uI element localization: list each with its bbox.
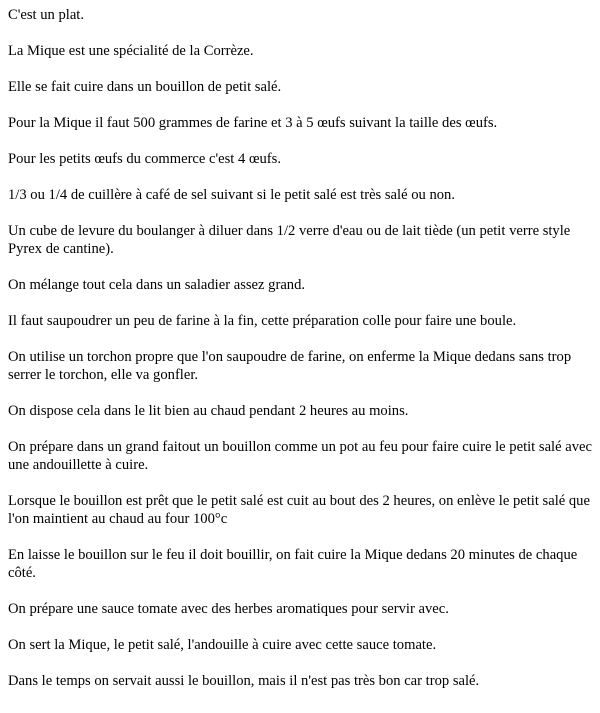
paragraph-flour: Il faut saupoudrer un peu de farine à la fin, cette préparation colle pour faire une boule. bbox=[8, 313, 517, 329]
paragraph-mixing: On mélange tout cela dans un saladier assez grand. bbox=[8, 277, 306, 293]
paragraph-eggs: Pour les petits œufs du commerce c'est 4 œufs. bbox=[8, 151, 281, 167]
paragraph-tradition: Dans le temps on servait aussi le bouillon, mais il n'est pas très bon car trop salé. bbox=[8, 673, 480, 689]
paragraph-yeast: Un cube de levure du boulanger à diluer dans 1/2 verre d'eau ou de lait tiède (un petit verre style Pyrex de cantine). bbox=[8, 223, 571, 257]
paragraph-broth-prep: On prépare dans un grand faitout un bouillon comme un pot au feu pour faire cuire le petit salé avec une andouillette à cuire. bbox=[8, 439, 592, 473]
paragraph-specialty: La Mique est une spécialité de la Corrèze. bbox=[8, 43, 254, 59]
paragraph-rising: On dispose cela dans le lit bien au chaud pendant 2 heures au moins. bbox=[8, 403, 409, 419]
paragraph-cooking-broth: Elle se fait cuire dans un bouillon de petit salé. bbox=[8, 79, 282, 95]
paragraph-salt: 1/3 ou 1/4 de cuillère à café de sel suivant si le petit salé est très salé ou non. bbox=[8, 187, 455, 203]
paragraph-cook-mique: En laisse le bouillon sur le feu il doit bouillir, on fait cuire la Mique dedans 20 minutes de chaque côté. bbox=[8, 547, 578, 581]
paragraph-keep-warm: Lorsque le bouillon est prêt que le petit salé est cuit au bout des 2 heures, on enlève le petit salé que l'on maintient au chaud au four 100°c bbox=[8, 493, 590, 527]
paragraph-serving: On sert la Mique, le petit salé, l'andouille à cuire avec cette sauce tomate. bbox=[8, 637, 437, 653]
paragraph-sauce: On prépare une sauce tomate avec des herbes aromatiques pour servir avec. bbox=[8, 601, 449, 617]
paragraph-ingredients: Pour la Mique il faut 500 grammes de farine et 3 à 5 œufs suivant la taille des œufs. bbox=[8, 115, 498, 131]
paragraph-cloth: On utilise un torchon propre que l'on saupoudre de farine, on enferme la Mique dedans sans trop serrer le torchon, elle va gonfler. bbox=[8, 349, 572, 383]
paragraph-intro: C'est un plat. bbox=[8, 7, 84, 23]
